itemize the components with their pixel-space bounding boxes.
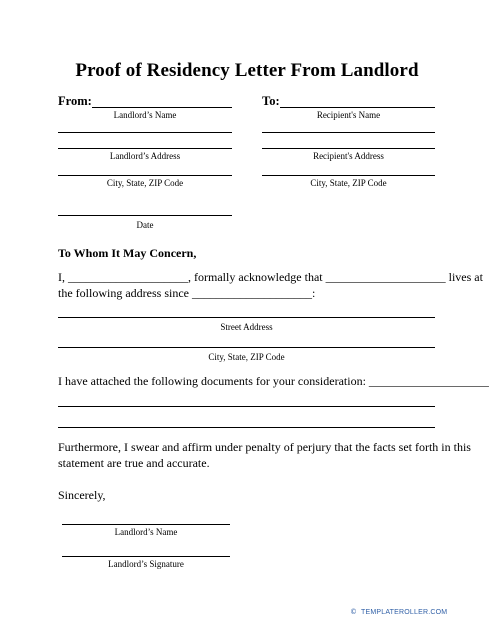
signature-line bbox=[62, 556, 230, 557]
paragraph-2-line-1: Furthermore, I swear and affirm under penalty of perjury that the facts set forth in this bbox=[58, 440, 471, 454]
documents-line-1 bbox=[58, 406, 435, 407]
recipient-name-caption: Recipient's Name bbox=[316, 110, 381, 120]
street-address-line bbox=[58, 317, 435, 318]
documents-text: I have attached the following documents for your consideration: ____________________ bbox=[58, 374, 489, 388]
recipient-city-caption: City, State, ZIP Code bbox=[310, 178, 387, 188]
landlord-name-caption: Landlord’s Name bbox=[113, 110, 177, 120]
recipient-address-caption: Recipient's Address bbox=[313, 151, 384, 161]
recipient-address-line-2 bbox=[262, 148, 435, 149]
landlord-name-line bbox=[92, 107, 232, 108]
landlord-city-line bbox=[58, 175, 232, 176]
recipient-address-line-1 bbox=[262, 132, 435, 133]
to-label: To: bbox=[262, 94, 280, 108]
salutation: To Whom It May Concern, bbox=[58, 246, 197, 260]
signature-name-line bbox=[62, 524, 230, 525]
street-address-caption: Street Address bbox=[220, 322, 273, 332]
recipient-name-line bbox=[280, 107, 435, 108]
landlord-address-caption: Landlord’s Address bbox=[109, 151, 181, 161]
paragraph-1-line-1: I, ____________________, formally acknowledge that ____________________ lives at bbox=[58, 270, 483, 284]
landlord-address-line-1 bbox=[58, 132, 232, 133]
recipient-city-line bbox=[262, 175, 435, 176]
landlord-city-caption: City, State, ZIP Code bbox=[106, 178, 184, 188]
footer bbox=[350, 601, 447, 619]
documents-line-2 bbox=[58, 427, 435, 428]
signature-name-caption: Landlord’s Name bbox=[114, 527, 178, 537]
closing: Sincerely, bbox=[58, 488, 106, 502]
copyright-icon: © bbox=[350, 608, 357, 616]
date-caption: Date bbox=[136, 220, 154, 230]
city-state-zip-line bbox=[58, 347, 435, 348]
paragraph-2-line-2: statement are true and accurate. bbox=[58, 456, 210, 470]
date-line bbox=[58, 215, 232, 216]
paragraph-1-line-2: the following address since ____________________: bbox=[58, 286, 316, 300]
signature-caption: Landlord’s Signature bbox=[108, 559, 184, 569]
document-title: Proof of Residency Letter From Landlord bbox=[75, 60, 419, 81]
city-state-zip-caption: City, State, ZIP Code bbox=[208, 352, 285, 362]
landlord-address-line-2 bbox=[58, 148, 232, 149]
from-label: From: bbox=[58, 94, 92, 108]
footer-link[interactable]: TEMPLATEROLLER.COM bbox=[361, 609, 448, 616]
